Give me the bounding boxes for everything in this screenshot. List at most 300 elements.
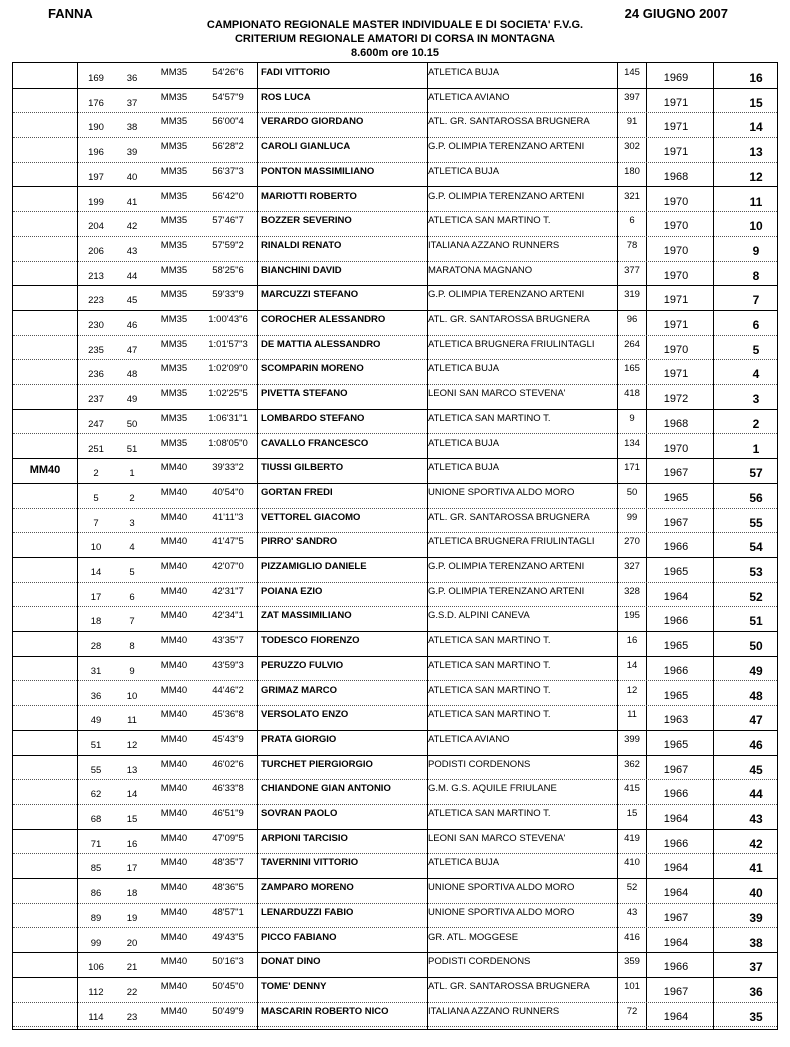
overall-position: 247: [88, 418, 104, 430]
category-group-label: [13, 1002, 77, 1027]
athlete-name: TAVERNINI VITTORIO: [261, 857, 359, 869]
club-name: ATLETICA BRUGNERA FRIULINTAGLI: [428, 338, 595, 350]
table-row: [13, 853, 777, 879]
category: MM40: [160, 561, 188, 572]
category: MM40: [160, 585, 188, 597]
table-row: [13, 1002, 777, 1028]
birth-year: 1971: [663, 96, 689, 109]
table-row: [13, 903, 777, 929]
finish-time: 39'33"2: [212, 462, 244, 474]
club-name: PODISTI CORDENONS: [428, 758, 531, 770]
category: MM40: [160, 659, 188, 671]
finish-time: 56'00"4: [212, 116, 244, 128]
category: MM40: [160, 906, 188, 918]
club-name: ITALIANA AZZANO RUNNERS: [428, 1005, 560, 1017]
athlete-name: VETTOREL GIACOMO: [261, 511, 361, 523]
category-position: 44: [126, 270, 138, 282]
finish-time: 46'33"8: [212, 783, 244, 795]
category: MM35: [160, 363, 188, 375]
category-position: 18: [126, 888, 138, 900]
category-position: 38: [126, 122, 138, 134]
athlete-name: TOME' DENNY: [261, 980, 327, 992]
finish-time: 1:02'25"5: [208, 388, 248, 400]
category: MM40: [160, 980, 188, 992]
bib-number: 415: [624, 783, 640, 795]
athlete-name: TIUSSI GILBERTO: [261, 462, 344, 474]
category-group-label: [13, 359, 77, 384]
points: 53: [749, 565, 763, 579]
category-position: 45: [126, 295, 138, 307]
bib-number: 12: [626, 684, 638, 696]
table-row: [13, 779, 777, 805]
points: 40: [749, 886, 763, 901]
overall-position: 71: [90, 838, 102, 850]
bib-number: 145: [624, 67, 640, 78]
athlete-name: ROS LUCA: [261, 91, 311, 103]
club-name: G.P. OLIMPIA TERENZANO ARTENI: [428, 561, 585, 572]
club-name: G.P. OLIMPIA TERENZANO ARTENI: [428, 190, 585, 202]
birth-year: 1970: [663, 220, 689, 233]
category: MM40: [160, 536, 188, 548]
athlete-name: POIANA EZIO: [261, 585, 323, 597]
category-position: 15: [126, 814, 138, 825]
category-group-label: [13, 804, 77, 829]
category-position: 1: [129, 468, 135, 480]
category: MM40: [160, 832, 188, 844]
club-name: G.S.D. ALPINI CANEVA: [428, 610, 530, 622]
finish-time: 48'57"1: [212, 906, 244, 918]
bib-number: 165: [624, 363, 640, 375]
finish-time: 41'11"3: [212, 511, 244, 523]
category-group-label: [13, 631, 77, 656]
overall-position: 36: [90, 690, 102, 702]
points: 4: [752, 367, 760, 382]
birth-year: 1970: [663, 442, 689, 455]
athlete-name: DE MATTIA ALESSANDRO: [261, 338, 381, 350]
points: 37: [749, 960, 763, 975]
athlete-name: SCOMPARIN MORENO: [261, 363, 364, 375]
finish-time: 1:08'05"0: [208, 437, 248, 449]
finish-time: 50'16"3: [212, 956, 244, 968]
birth-year: 1964: [663, 887, 689, 900]
criterium-title: CRITERIUM REGIONALE AMATORI DI CORSA IN MONTAGNA: [234, 33, 555, 45]
category-position: 2: [129, 492, 135, 504]
category: MM40: [160, 857, 188, 869]
table-row: [13, 730, 777, 756]
bib-number: 180: [624, 165, 640, 177]
club-name: ATL. GR. SANTAROSSA BRUGNERA: [428, 511, 590, 523]
athlete-name: LOMBARDO STEFANO: [261, 412, 365, 424]
finish-time: 54'26"6: [212, 67, 244, 78]
table-row: [13, 977, 777, 1003]
birth-year: 1970: [663, 195, 689, 208]
points: 54: [749, 540, 763, 555]
club-name: ATLETICA BUJA: [428, 165, 500, 177]
category-position: 36: [126, 73, 138, 84]
birth-year: 1972: [663, 393, 689, 406]
category: MM40: [160, 462, 188, 474]
category-group-label: [13, 384, 77, 409]
finish-time: 56'28"2: [212, 141, 244, 153]
finish-time: 50'49"9: [212, 1005, 244, 1017]
overall-position: 18: [90, 616, 102, 628]
club-name: ATLETICA BUJA: [428, 462, 500, 474]
club-name: G.M. G.S. AQUILE FRIULANE: [428, 783, 557, 795]
category: MM35: [160, 264, 188, 276]
category-group-label: [13, 557, 77, 582]
finish-time: 48'36"5: [212, 882, 244, 894]
bib-number: 397: [624, 91, 640, 103]
finish-time: 1:06'31"1: [208, 412, 248, 424]
finish-time: 42'31"7: [212, 585, 244, 597]
bib-number: 99: [626, 511, 638, 523]
category-position: 4: [129, 542, 135, 554]
finish-time: 56'42"0: [212, 190, 244, 202]
bib-number: 14: [626, 659, 638, 671]
club-name: ATLETICA SAN MARTINO T.: [428, 659, 551, 671]
date-label: 24 GIUGNO 2007: [624, 6, 728, 21]
bib-number: 195: [624, 610, 640, 622]
birth-year: 1971: [663, 121, 689, 134]
points: 43: [749, 812, 763, 826]
athlete-name: PIVETTA STEFANO: [261, 388, 348, 400]
finish-time: 42'07"0: [212, 561, 244, 572]
category-position: 51: [126, 443, 138, 455]
athlete-name: PRATA GIORGIO: [261, 733, 337, 745]
points: 41: [749, 861, 763, 876]
athlete-name: PERUZZO FULVIO: [261, 659, 344, 671]
points: 13: [749, 145, 763, 160]
overall-position: 112: [88, 986, 104, 998]
category-group-label: [13, 582, 77, 607]
bib-number: 327: [624, 561, 640, 572]
finish-time: 45'36"8: [212, 709, 244, 721]
finish-time: 50'45"0: [212, 980, 244, 992]
overall-position: 2: [93, 468, 99, 480]
category: MM35: [160, 338, 188, 350]
table-row: [13, 557, 777, 583]
overall-position: 10: [90, 542, 102, 554]
overall-position: 106: [88, 962, 104, 974]
table-row: [13, 681, 777, 707]
category-position: 8: [129, 641, 135, 653]
category-group-label: [13, 409, 77, 434]
table-row: [13, 582, 777, 608]
category-group-label: [13, 508, 77, 533]
finish-time: 1:02'09"0: [208, 363, 248, 375]
club-name: UNIONE SPORTIVA ALDO MORO: [428, 906, 575, 918]
overall-position: 99: [90, 937, 102, 949]
athlete-name: LENARDUZZI FABIO: [261, 906, 354, 918]
category-position: 12: [126, 739, 138, 751]
overall-position: 213: [88, 270, 104, 282]
category-position: 43: [126, 245, 138, 257]
category-group-label: [13, 335, 77, 360]
table-row: [13, 483, 777, 509]
club-name: ATLETICA SAN MARTINO T.: [428, 412, 551, 424]
table-row: [13, 434, 777, 460]
category: MM40: [160, 783, 188, 795]
category: MM40: [160, 486, 188, 498]
bib-number: 359: [624, 956, 640, 968]
category-position: 39: [126, 147, 138, 159]
finish-time: 54'57"9: [212, 91, 244, 103]
club-name: G.P. OLIMPIA TERENZANO ARTENI: [428, 585, 585, 597]
birth-year: 1967: [663, 467, 689, 480]
overall-position: 196: [88, 147, 104, 159]
athlete-name: COROCHER ALESSANDRO: [261, 314, 386, 325]
birth-year: 1968: [663, 417, 689, 430]
finish-time: 57'59"2: [212, 239, 244, 251]
category-position: 14: [126, 789, 138, 801]
finish-time: 45'43"9: [212, 733, 244, 745]
category-position: 20: [126, 937, 138, 949]
category-group-label: [13, 878, 77, 903]
club-name: MARATONA MAGNANO: [428, 264, 533, 276]
points: 38: [749, 935, 763, 950]
overall-position: 197: [88, 171, 104, 183]
category-position: 47: [126, 344, 138, 356]
points: 3: [752, 392, 760, 407]
table-row: [13, 804, 777, 830]
category-position: 22: [126, 986, 138, 998]
category-position: 49: [126, 394, 138, 406]
category: MM40: [160, 709, 188, 721]
club-name: ATL. GR. SANTAROSSA BRUGNERA: [428, 314, 590, 325]
category-position: 46: [126, 320, 138, 331]
category-position: 3: [129, 517, 135, 529]
overall-position: 89: [90, 912, 102, 924]
category: MM35: [160, 165, 188, 177]
table-row: [13, 532, 777, 558]
athlete-name: MARIOTTI ROBERTO: [261, 190, 357, 202]
points: 8: [752, 268, 760, 283]
category-position: 11: [127, 715, 137, 727]
category: MM35: [160, 215, 188, 227]
category-position: 41: [126, 196, 138, 208]
category-group-label: [13, 952, 77, 977]
bib-number: 410: [624, 857, 640, 869]
category-group-label: [13, 434, 77, 459]
category: MM40: [160, 1005, 188, 1017]
club-name: UNIONE SPORTIVA ALDO MORO: [428, 882, 575, 894]
overall-position: 199: [88, 196, 104, 208]
location-label: FANNA: [48, 6, 93, 21]
category-group-label: [13, 187, 77, 212]
bib-number: 78: [626, 239, 638, 251]
category-position: 37: [126, 97, 138, 109]
overall-position: 236: [88, 369, 104, 381]
category-position: 19: [126, 912, 138, 924]
bib-number: 72: [626, 1005, 638, 1017]
overall-position: 51: [90, 739, 102, 751]
overall-position: 5: [93, 492, 99, 504]
bib-number: 270: [624, 536, 640, 548]
finish-time: 43'59"3: [212, 659, 244, 671]
birth-year: 1966: [663, 788, 689, 801]
category-group-label: [13, 310, 77, 335]
category-group-label: MM40: [29, 464, 61, 477]
finish-time: 56'37"3: [212, 165, 244, 177]
overall-position: 86: [90, 888, 102, 900]
birth-year: 1967: [663, 911, 689, 924]
category-position: 42: [126, 221, 138, 233]
birth-year: 1964: [663, 862, 689, 875]
birth-year: 1968: [663, 170, 689, 183]
club-name: ATLETICA BUJA: [428, 67, 500, 78]
category: MM35: [160, 67, 188, 78]
category-group-label: [13, 88, 77, 113]
table-row: [13, 928, 777, 954]
category: MM35: [160, 412, 188, 424]
category-group-label: [13, 903, 77, 928]
category: MM40: [160, 684, 188, 696]
points: 1: [752, 441, 760, 456]
table-row: [13, 261, 777, 287]
table-row: [13, 409, 777, 435]
athlete-name: VERARDO GIORDANO: [261, 116, 364, 128]
finish-time: 40'54"0: [212, 486, 244, 498]
birth-year: 1966: [663, 615, 689, 628]
points: 6: [752, 318, 760, 332]
birth-year: 1964: [663, 936, 689, 949]
overall-position: 251: [88, 443, 104, 455]
points: 56: [749, 490, 763, 505]
category: MM35: [160, 289, 188, 301]
race-info: 8.600m ore 10.15: [350, 47, 440, 59]
birth-year: 1965: [663, 491, 689, 504]
table-row: [13, 952, 777, 978]
table-row: [13, 310, 777, 336]
category: MM40: [160, 610, 188, 622]
points: 42: [749, 836, 763, 851]
bib-number: 419: [624, 832, 640, 844]
birth-year: 1965: [663, 738, 689, 751]
category: MM35: [160, 91, 188, 103]
overall-position: 230: [88, 320, 104, 331]
athlete-name: MARCUZZI STEFANO: [261, 289, 359, 301]
table-row: [13, 187, 777, 213]
overall-position: 114: [88, 1011, 104, 1023]
points: 55: [749, 515, 763, 530]
category-group-label: [13, 705, 77, 730]
points: 15: [749, 95, 763, 110]
athlete-name: ARPIONI TARCISIO: [261, 832, 348, 844]
birth-year: 1964: [663, 813, 689, 825]
table-row: [13, 878, 777, 904]
club-name: ATL. GR. SANTAROSSA BRUGNERA: [428, 116, 590, 128]
club-name: ATLETICA BUJA: [428, 857, 500, 869]
table-row: [13, 606, 777, 632]
category-group-label: [13, 211, 77, 236]
category-group-label: [13, 261, 77, 286]
finish-time: 41'47"5: [212, 536, 244, 548]
points: 46: [749, 737, 763, 752]
athlete-name: PONTON MASSIMILIANO: [261, 165, 375, 177]
athlete-name: RINALDI RENATO: [261, 239, 342, 251]
table-row: [13, 63, 777, 89]
birth-year: 1965: [663, 640, 689, 653]
bib-number: 264: [624, 338, 640, 350]
finish-time: 44'46"2: [212, 684, 244, 696]
category: MM40: [160, 733, 188, 745]
athlete-name: BIANCHINI DAVID: [261, 264, 342, 276]
finish-time: 48'35"7: [212, 857, 244, 869]
club-name: ATLETICA SAN MARTINO T.: [428, 684, 551, 696]
category-group-label: [13, 928, 77, 953]
table-row: [13, 137, 777, 163]
table-row: [13, 755, 777, 781]
athlete-name: FADI VITTORIO: [261, 67, 330, 78]
category-group-label: [13, 730, 77, 755]
points: 16: [749, 71, 763, 85]
athlete-name: TODESCO FIORENZO: [261, 635, 360, 647]
bib-number: 52: [626, 882, 638, 894]
club-name: ITALIANA AZZANO RUNNERS: [428, 239, 560, 251]
category: MM35: [160, 190, 188, 202]
points: 57: [749, 466, 763, 481]
birth-year: 1966: [663, 541, 689, 554]
birth-year: 1965: [663, 689, 689, 702]
bib-number: 321: [624, 190, 640, 202]
club-name: ATLETICA BRUGNERA FRIULINTAGLI: [428, 536, 595, 548]
bib-number: 11: [627, 709, 637, 721]
points: 5: [752, 342, 760, 357]
birth-year: 1967: [663, 516, 689, 529]
overall-position: 237: [88, 394, 104, 406]
club-name: PODISTI CORDENONS: [428, 956, 531, 968]
birth-year: 1970: [663, 244, 689, 257]
bib-number: 362: [624, 758, 640, 770]
overall-position: 49: [90, 715, 102, 727]
athlete-name: MASCARIN ROBERTO NICO: [261, 1005, 389, 1017]
athlete-name: PIZZAMIGLIO DANIELE: [261, 561, 367, 572]
bib-number: 418: [624, 388, 640, 400]
birth-year: 1966: [663, 664, 689, 677]
birth-year: 1964: [663, 1010, 689, 1023]
category-group-label: [13, 63, 77, 88]
points: 36: [749, 984, 763, 999]
table-row: [13, 88, 777, 114]
category: MM40: [160, 635, 188, 647]
athlete-name: BOZZER SEVERINO: [261, 215, 352, 227]
club-name: ATLETICA AVIANO: [428, 733, 510, 745]
overall-position: 169: [88, 73, 104, 84]
finish-time: 59'33"9: [212, 289, 244, 301]
category: MM35: [160, 116, 188, 128]
category: MM40: [160, 956, 188, 968]
birth-year: 1967: [663, 985, 689, 998]
category-group-label: [13, 483, 77, 508]
points: 10: [749, 219, 763, 234]
category-group-label: [13, 606, 77, 631]
overall-position: 7: [93, 517, 99, 529]
category-group-label: [13, 977, 77, 1002]
table-row: [13, 458, 777, 484]
points: 47: [749, 713, 763, 728]
bib-number: 9: [629, 412, 635, 424]
category-position: 6: [129, 591, 135, 603]
bib-number: 6: [629, 215, 635, 227]
overall-position: 55: [90, 764, 102, 776]
overall-position: 176: [88, 97, 104, 109]
birth-year: 1963: [663, 714, 689, 727]
points: 45: [749, 762, 763, 777]
overall-position: 85: [90, 863, 102, 875]
table-row: [13, 112, 777, 138]
athlete-name: DONAT DINO: [261, 956, 321, 968]
points: 11: [749, 194, 763, 209]
